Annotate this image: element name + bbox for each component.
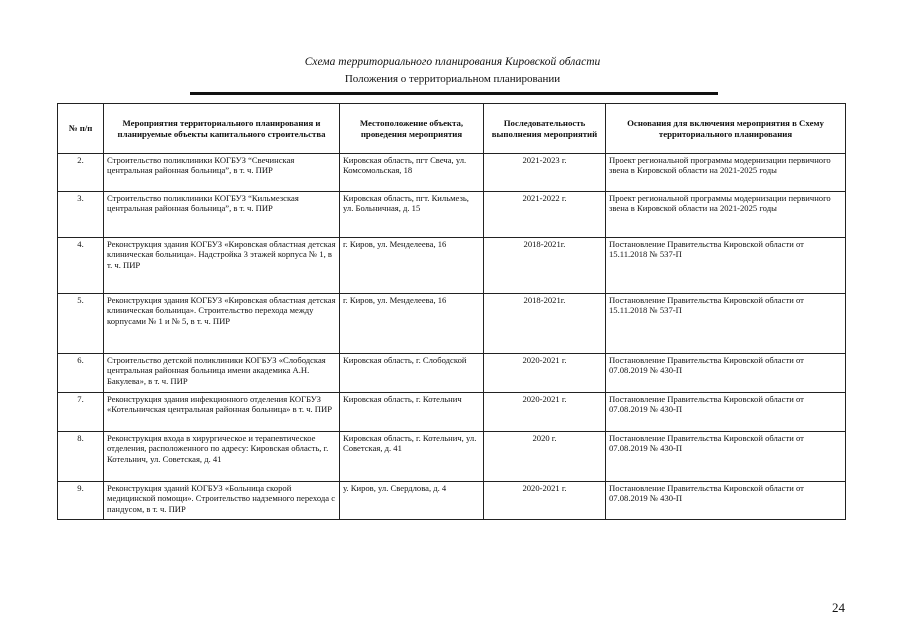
row-basis: Постановление Правительства Кировской области от 07.08.2019 № 430-П: [606, 393, 846, 432]
document-title: Схема территориального планирования Кировской области: [304, 56, 601, 68]
table-row: [58, 482, 846, 520]
row-location: Кировская область, пгт Свеча, ул. Комсомольская, 18: [340, 154, 484, 192]
row-basis: Постановление Правительства Кировской области от 07.08.2019 № 430-П: [606, 354, 846, 393]
header-rule: [190, 92, 718, 95]
row-event: Реконструкция здания КОГБУЗ «Кировская областная детская клиническая больница». Строительство перехода между корпусами № 1 и № 5, в т. ч. ПИР: [104, 294, 340, 354]
row-event: Строительство поликлиники КОГБУЗ “Свечинская центральная районная больница”, в т. ч. ПИР: [104, 154, 340, 192]
row-location: Кировская область, г. Котельнич, ул. Советская, д. 41: [340, 432, 484, 482]
column-header-sequence: Последовательность выполнения мероприятий: [484, 104, 606, 154]
row-event: Реконструкция здания КОГБУЗ «Кировская областная детская клиническая больница». Надстройка 3 этажей корпуса № 1, в т. ч. ПИР: [104, 238, 340, 294]
row-basis: Проект региональной программы модернизации первичного звена в Кировской области на 2021-2025 годы: [606, 192, 846, 238]
column-header-location: Местоположение объекта, проведения мероприятия: [340, 104, 484, 154]
row-number: 4.: [58, 238, 104, 294]
row-basis: Постановление Правительства Кировской области от 07.08.2019 № 430-П: [606, 432, 846, 482]
row-number: 8.: [58, 432, 104, 482]
row-basis: Постановление Правительства Кировской области от 15.11.2018 № 537-П: [606, 294, 846, 354]
table-row: [58, 354, 846, 393]
page-number: 24: [832, 600, 845, 615]
document-subtitle: Положения о территориальном планировании: [344, 73, 561, 85]
row-location: Кировская область, г. Котельнич: [340, 393, 484, 432]
row-event: Реконструкция входа в хирургическое и терапевтическое отделения, расположенного по адресу: Кировская область, г. Котельнич, ул. Советская, д. 41: [104, 432, 340, 482]
row-location: Кировская область, пгт. Кильмезь, ул. Больничная, д. 15: [340, 192, 484, 238]
row-number: 3.: [58, 192, 104, 238]
row-event: Реконструкция зданий КОГБУЗ «Больница скорой медицинской помощи». Строительство надземного перехода с пандусом, в т. ч. ПИР: [104, 482, 340, 520]
row-location: у. Киров, ул. Свердлова, д. 4: [340, 482, 484, 520]
row-number: 7.: [58, 393, 104, 432]
row-location: г. Киров, ул. Менделеева, 16: [340, 238, 484, 294]
row-location: Кировская область, г. Слободской: [340, 354, 484, 393]
row-period: 2021-2023 г.: [484, 154, 606, 192]
table-row: [58, 154, 846, 192]
column-header-event: Мероприятия территориального планирования и планируемые объекты капитального строительства: [104, 104, 340, 154]
row-location: г. Киров, ул. Менделеева, 16: [340, 294, 484, 354]
row-number: 5.: [58, 294, 104, 354]
row-period: 2020 г.: [484, 432, 606, 482]
table-row: [58, 393, 846, 432]
table-row: [58, 192, 846, 238]
row-period: 2018-2021г.: [484, 238, 606, 294]
row-period: 2020-2021 г.: [484, 393, 606, 432]
row-period: 2020-2021 г.: [484, 354, 606, 393]
table-row: [58, 238, 846, 294]
row-number: 6.: [58, 354, 104, 393]
table-row: [58, 294, 846, 354]
planning-table: [57, 103, 846, 520]
row-basis: Постановление Правительства Кировской области от 07.08.2019 № 430-П: [606, 482, 846, 520]
row-period: 2020-2021 г.: [484, 482, 606, 520]
row-basis: Проект региональной программы модернизации первичного звена в Кировской области на 2021-2025 годы: [606, 154, 846, 192]
table-header-row: [58, 104, 846, 154]
row-event: Реконструкция здания инфекционного отделения КОГБУЗ «Котельничская центральная районная больница» в т. ч. ПИР: [104, 393, 340, 432]
row-period: 2021-2022 г.: [484, 192, 606, 238]
table-row: [58, 432, 846, 482]
row-event: Строительство детской поликлиники КОГБУЗ «Слободская центральная районная больница имени академика А.Н. Бакулева», в т. ч. ПИР: [104, 354, 340, 393]
column-header-number: № п/п: [58, 104, 104, 154]
row-period: 2018-2021г.: [484, 294, 606, 354]
row-basis: Постановление Правительства Кировской области от 15.11.2018 № 537-П: [606, 238, 846, 294]
row-number: 9.: [58, 482, 104, 520]
row-number: 2.: [58, 154, 104, 192]
row-event: Строительство поликлиники КОГБУЗ “Кильмезская центральная районная больница”, в т. ч. ПИР: [104, 192, 340, 238]
column-header-basis: Основания для включения мероприятия в Схему территориального планирования: [606, 104, 846, 154]
